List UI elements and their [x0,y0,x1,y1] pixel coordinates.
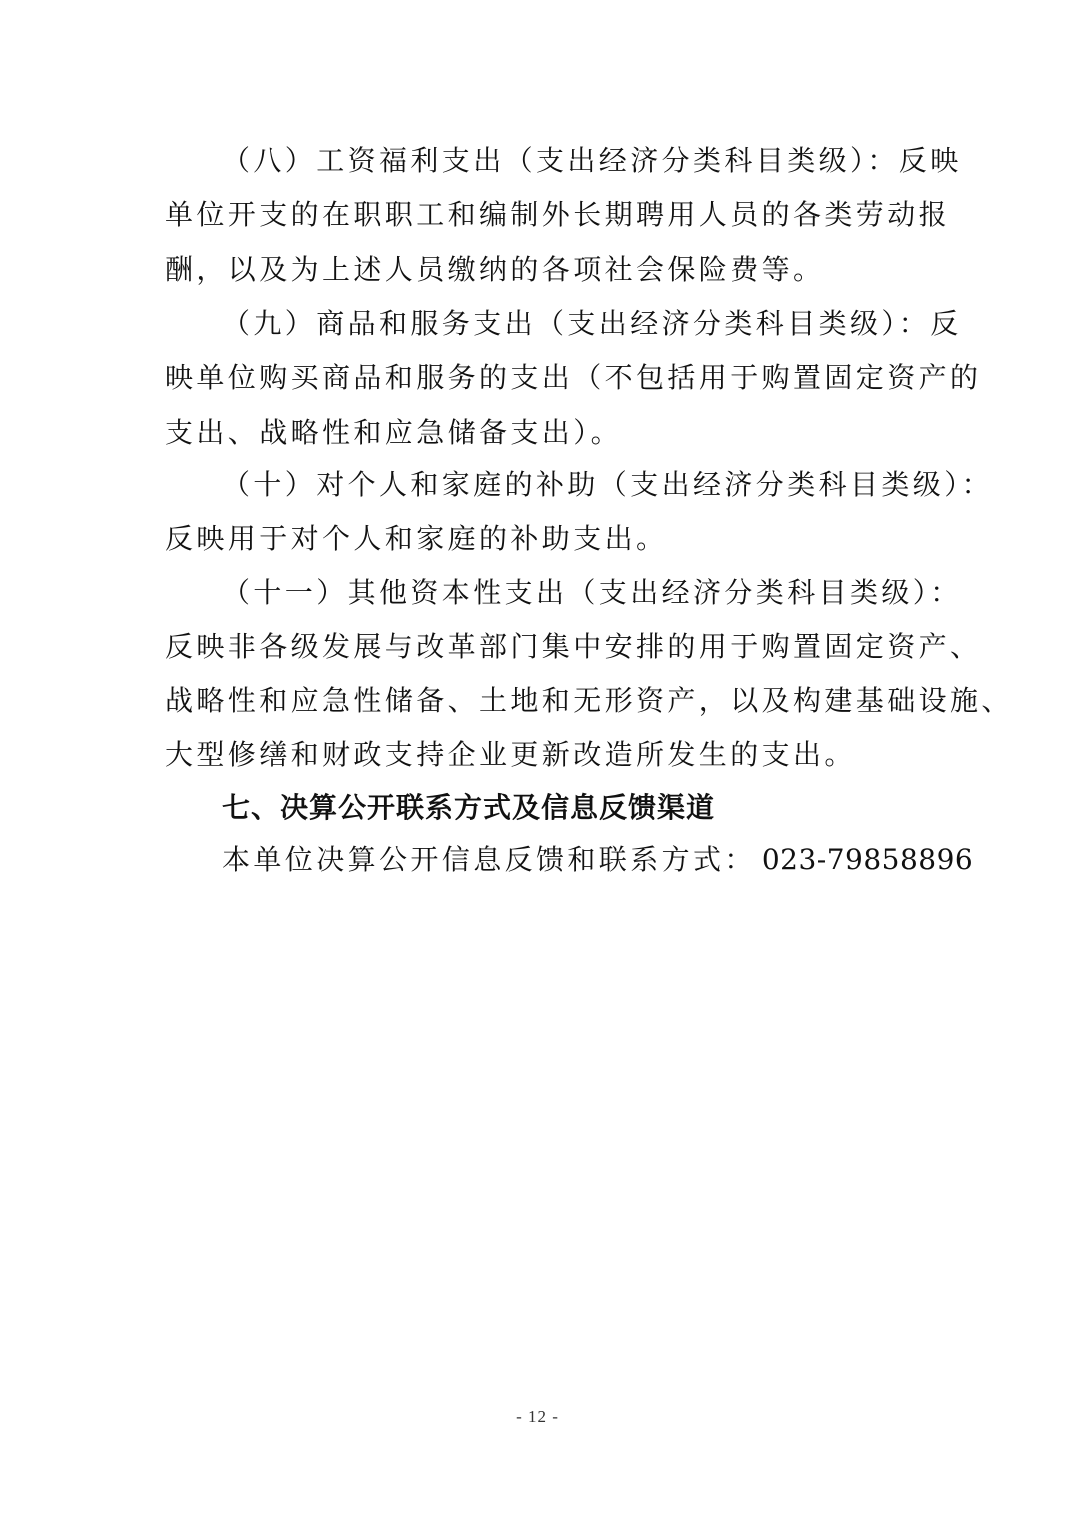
paragraph-9-line-2: 映单位购买商品和服务的支出（不包括用于购置固定资产的 [165,361,982,394]
contact-label: 本单位决算公开信息反馈和联系方式： [222,843,756,876]
paragraph-8-line-3: 酬，以及为上述人员缴纳的各项社会保险费等。 [165,253,825,286]
paragraph-9-line-3: 支出、战略性和应急储备支出）。 [165,416,623,449]
page-number: - 12 - [516,1407,559,1426]
contact-line [222,843,973,877]
contact-phone: 023-79858896 [761,843,974,876]
paragraph-8-line-1: （八）工资福利支出（支出经济分类科目类级）：反映 [222,144,962,177]
paragraph-11-line-2: 反映非各级发展与改革部门集中安排的用于购置固定资产、 [165,630,982,663]
paragraph-10-line-2: 反映用于对个人和家庭的补助支出。 [165,522,668,555]
paragraph-11-line-3: 战略性和应急性储备、土地和无形资产，以及构建基础设施、 [165,684,1013,717]
section-heading: 七、决算公开联系方式及信息反馈渠道 [222,791,716,824]
paragraph-10-line-1: （十）对个人和家庭的补助（支出经济分类科目类级）： [222,468,994,501]
paragraph-8-line-2: 单位开支的在职职工和编制外长期聘用人员的各类劳动报 [165,198,951,231]
paragraph-9-line-1: （九）商品和服务支出（支出经济分类科目类级）：反 [222,307,962,340]
paragraph-11-line-1: （十一）其他资本性支出（支出经济分类科目类级）： [222,576,962,609]
paragraph-11-line-4: 大型修缮和财政支持企业更新改造所发生的支出。 [165,738,856,771]
